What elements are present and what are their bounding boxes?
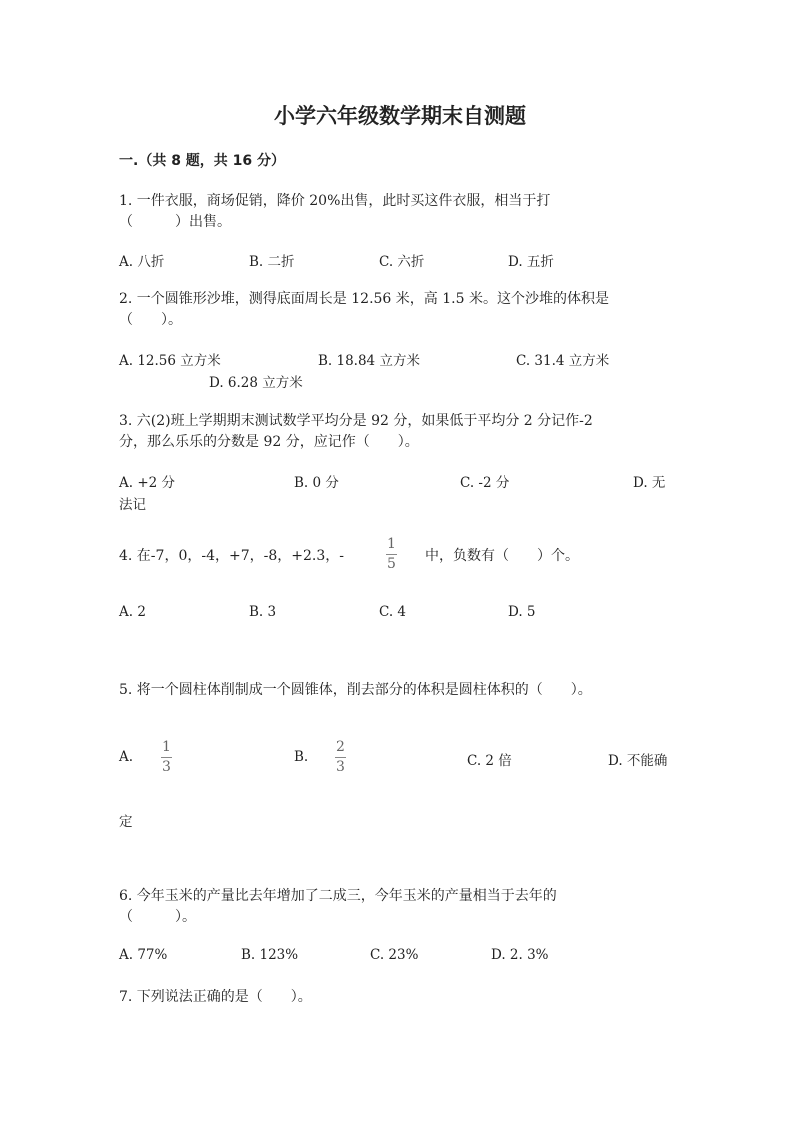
question-3-option-b: B. 0 分 — [294, 475, 339, 491]
question-5-option-a-fraction — [161, 740, 172, 775]
question-6-option-c: C. 23% — [370, 947, 419, 963]
fraction-denominator: 3 — [336, 759, 345, 775]
question-1-option-b: B. 二折 — [249, 254, 295, 270]
question-3-option-a: A. +2 分 — [119, 475, 176, 491]
question-6-option-a: A. 77% — [119, 947, 168, 963]
question-1-line-1: 1. 一件衣服，商场促销，降价 20%出售，此时买这件衣服，相当于打 — [119, 193, 551, 209]
question-1-option-d: D. 五折 — [508, 254, 554, 270]
question-4-prefix: 4. 在-7，0，-4，+7，-8，+2.3，- — [119, 548, 344, 564]
question-5-option-d: D. 不能确 — [608, 753, 668, 769]
question-5-option-c: C. 2 倍 — [467, 753, 512, 769]
question-2-line-2: （ ）。 — [119, 312, 182, 328]
fraction-numerator: 1 — [162, 739, 171, 755]
page-title: 小学六年级数学期末自测题 — [274, 104, 526, 128]
question-3-line-1: 3. 六(2)班上学期期末测试数学平均分是 92 分，如果低于平均分 2 分记作-2 — [119, 413, 593, 429]
question-1-option-c: C. 六折 — [379, 254, 425, 270]
question-5-line-1: 5. 将一个圆柱体削制成一个圆锥体，削去部分的体积是圆柱体积的（ ）。 — [119, 682, 592, 698]
question-7-line-1: 7. 下列说法正确的是（ ）。 — [119, 989, 312, 1005]
question-6-option-b: B. 123% — [241, 947, 299, 963]
fraction-numerator: 2 — [336, 739, 345, 755]
question-2-option-a: A. 12.56 立方米 — [119, 353, 221, 369]
fraction-numerator: 1 — [387, 536, 396, 552]
question-3-line-2: 分，那么乐乐的分数是 92 分，应记作（ ）。 — [119, 434, 419, 450]
fraction-denominator: 5 — [387, 556, 396, 572]
question-5-option-a-label: A. — [119, 749, 134, 765]
question-5-option-d-wrap: 定 — [119, 814, 133, 830]
question-4-fraction — [386, 537, 397, 572]
question-5-option-b-label: B. — [294, 749, 309, 765]
fraction-bar — [161, 757, 172, 758]
section-heading: 一.（共 8 题，共 16 分） — [119, 153, 286, 169]
question-4-option-d: D. 5 — [508, 604, 536, 620]
question-1-line-2: （ ）出售。 — [119, 214, 231, 230]
question-2-option-d: D. 6.28 立方米 — [209, 375, 303, 391]
fraction-bar — [335, 757, 346, 758]
question-2-option-c: C. 31.4 立方米 — [516, 353, 610, 369]
fraction-denominator: 3 — [162, 759, 171, 775]
question-1-option-a: A. 八折 — [119, 254, 165, 270]
question-3-option-d: D. 无 — [633, 475, 666, 491]
question-5-option-b-fraction — [335, 740, 346, 775]
question-4-option-a: A. 2 — [119, 604, 146, 620]
question-4-suffix: 中，负数有（ ）个。 — [425, 548, 579, 564]
question-6-option-d: D. 2. 3% — [491, 947, 549, 963]
question-2-option-b: B. 18.84 立方米 — [318, 353, 420, 369]
question-4-option-b: B. 3 — [249, 604, 277, 620]
question-3-option-d-wrap: 法记 — [119, 497, 146, 513]
question-3-option-c: C. -2 分 — [460, 475, 510, 491]
question-4-option-c: C. 4 — [379, 604, 407, 620]
question-2-line-1: 2. 一个圆锥形沙堆，测得底面周长是 12.56 米，高 1.5 米。这个沙堆的体积是 — [119, 291, 609, 307]
question-6-line-1: 6. 今年玉米的产量比去年增加了二成三，今年玉米的产量相当于去年的 — [119, 888, 557, 904]
question-6-line-2: （ ）。 — [119, 909, 196, 925]
fraction-bar — [386, 554, 397, 555]
